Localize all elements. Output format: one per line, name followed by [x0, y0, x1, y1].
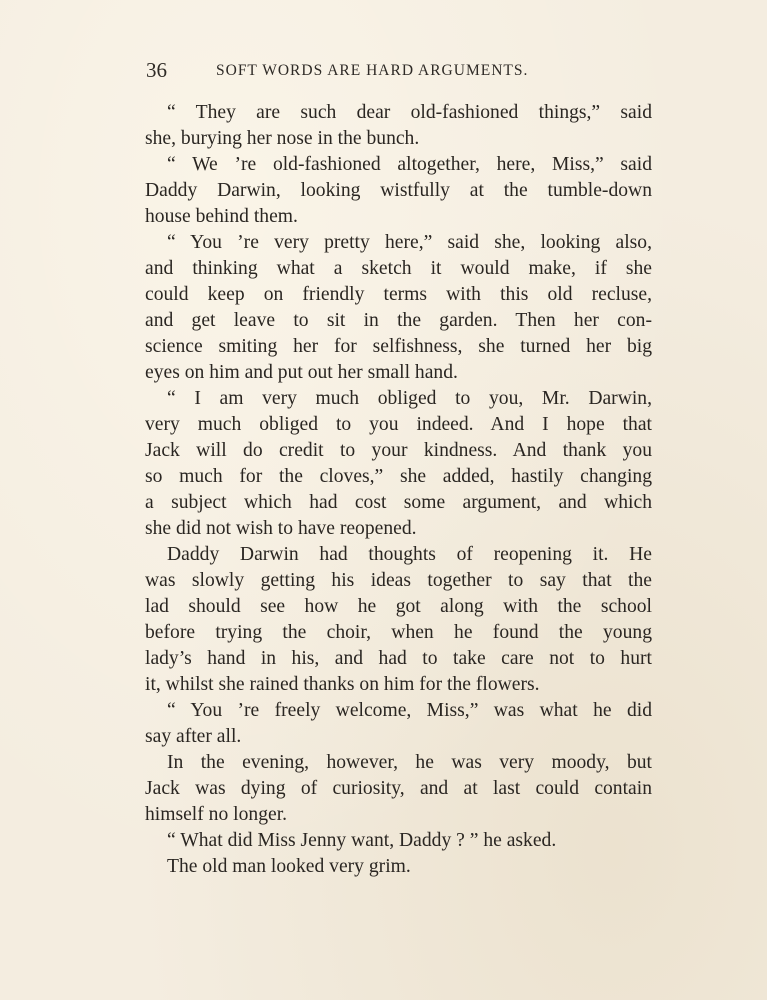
text-line: say after all. — [145, 726, 242, 747]
text-line: “ They are such dear old-fashioned things,” said — [167, 102, 652, 123]
paragraph — [145, 542, 652, 698]
text-line: very much obliged to you indeed. And I hope that — [145, 414, 652, 435]
text-line: In the evening, however, he was very moody, but — [167, 752, 652, 773]
text-line: before trying the choir, when he found the young — [145, 622, 652, 643]
text-line: could keep on friendly terms with this old recluse, — [145, 284, 652, 305]
paragraph — [145, 854, 652, 880]
text-line: eyes on him and put out her small hand. — [145, 362, 458, 383]
text-line: was slowly getting his ideas together to say that the — [145, 570, 652, 591]
running-title: SOFT WORDS ARE HARD ARGUMENTS. — [216, 62, 529, 79]
text-line: lady’s hand in his, and had to take care not to hurt — [145, 648, 652, 669]
text-line: lad should see how he got along with the school — [145, 596, 652, 617]
paragraph — [145, 828, 652, 854]
text-line: house behind them. — [145, 206, 298, 227]
body-text — [145, 100, 652, 880]
text-line: “ What did Miss Jenny want, Daddy ? ” he asked. — [167, 830, 557, 851]
text-line: and thinking what a sketch it would make, if she — [145, 258, 652, 279]
text-line: The old man looked very grim. — [167, 856, 411, 877]
text-line: and get leave to sit in the garden. Then her con- — [145, 310, 652, 331]
text-line: Jack will do credit to your kindness. And thank you — [145, 440, 652, 461]
text-line: “ You ’re freely welcome, Miss,” was what he did — [167, 700, 652, 721]
text-line: it, whilst she rained thanks on him for the flowers. — [145, 674, 540, 695]
text-line: “ I am very much obliged to you, Mr. Darwin, — [167, 388, 652, 409]
text-line: she did not wish to have reopened. — [145, 518, 417, 539]
text-line: she, burying her nose in the bunch. — [145, 128, 420, 149]
paragraph — [145, 698, 652, 750]
text-line: a subject which had cost some argument, and which — [145, 492, 652, 513]
page-number: 36 — [146, 58, 167, 82]
running-head — [146, 58, 586, 82]
paragraph — [145, 230, 652, 386]
text-line: Jack was dying of curiosity, and at last could contain — [145, 778, 652, 799]
paragraph — [145, 386, 652, 542]
text-line: science smiting her for selfishness, she turned her big — [145, 336, 652, 357]
paragraph — [145, 152, 652, 230]
paragraph — [145, 750, 652, 828]
text-line: himself no longer. — [145, 804, 288, 825]
text-line: so much for the cloves,” she added, hastily changing — [145, 466, 652, 487]
text-line: Daddy Darwin, looking wistfully at the tumble-down — [145, 180, 652, 201]
text-line: “ You ’re very pretty here,” said she, looking also, — [167, 232, 652, 253]
paragraph — [145, 100, 652, 152]
text-line: “ We ’re old-fashioned altogether, here, Miss,” said — [167, 154, 652, 175]
text-line: Daddy Darwin had thoughts of reopening it. He — [167, 544, 652, 565]
